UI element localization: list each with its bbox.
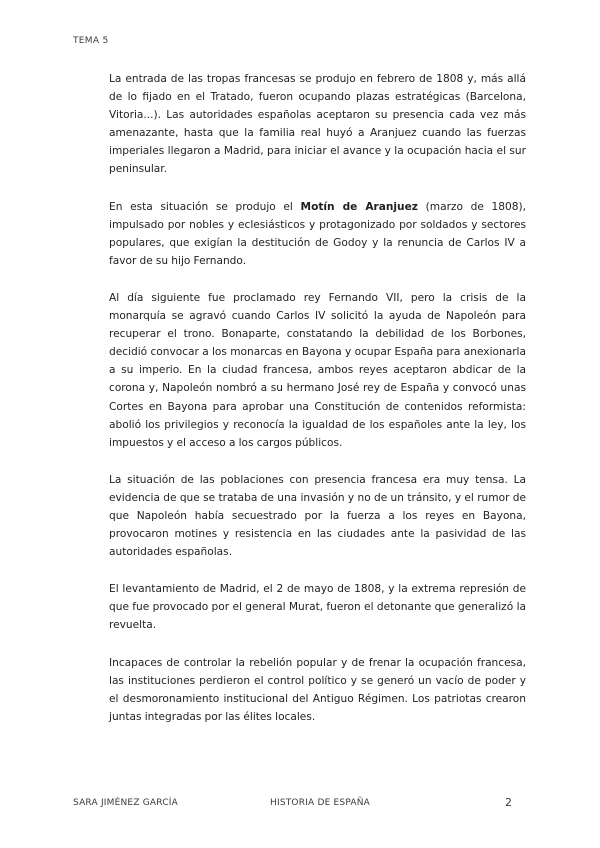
paragraph-4: La situación de las poblaciones con presencia francesa era muy tensa. La evidencia de que se trataba de una invasión y no de un tránsito, y el rumor de que Napoleón había secuestrado por la fuerza a los reyes en Bayona, provocaron motines y resistencia en las ciudades ante la pasividad de las autoridades españolas. [109,473,526,559]
page-number: 2 [505,796,513,809]
paragraph-2-end: (marzo de 1808), impulsado por nobles y eclesiásticos y protagonizado por soldados y sectores populares, que exigían la destitución de Godoy y la renuncia de Carlos IV a favor de su hijo Fernando. [109,200,526,267]
paragraph-1: La entrada de las tropas francesas se produjo en febrero de 1808 y, más allá de lo fijado en el Tratado, fueron ocupando plazas estratégicas (Barcelona, Vitoria...). Las autoridades españolas aceptaron su presencia cada vez más amenazante, hasta que la familia real huyó a Aranjuez cuando las fuerzas imperiales llegaron a Madrid, para iniciar el avance y la ocupación hacia el sur peninsular. [109,73,526,176]
document-body [109,70,526,745]
paragraph-3: Al día siguiente fue proclamado rey Fernando VII, pero la crisis de la monarquía se agravó cuando Carlos IV solicitó la ayuda de Napoleón para recuperar el trono. Bonaparte, constatando la debilidad de los Borbones, decidió convocar a los monarcas en Bayona y ocupar España para anexionarla a su imperio. En la ciudad francesa, ambos reyes aceptaron abdicar de la corona y, Napoleón nombró a su hermano José rey de España y convocó unas Cortes en Bayona para aprobar una Constitución de contenidos reformista: abolió los privilegios y reconocía la igualdad de los españoles ante la ley, los impuestos y el acceso a los cargos públicos. [109,291,526,449]
paragraph-2-bold-term: Motín de Aranjuez [300,200,418,213]
footer-subject: HISTORIA DE ESPAÑA [270,798,371,808]
page-header: TEMA 5 [73,36,109,46]
paragraph-2-start: En esta situación se produjo el [109,200,301,213]
footer-author: SARA JIMÉNEZ GARCÍA [73,798,178,808]
paragraph-6: Incapaces de controlar la rebelión popular y de frenar la ocupación francesa, las instituciones perdieron el control político y se generó un vacío de poder y el desmoronamiento institucional del Antiguo Régimen. Los patriotas crearon juntas integradas por las élites locales. [109,656,526,723]
paragraph-2 [109,198,526,270]
paragraph-5: El levantamiento de Madrid, el 2 de mayo de 1808, y la extrema represión de que fue provocado por el general Murat, fueron el detonante que generalizó la revuelta. [109,583,526,632]
